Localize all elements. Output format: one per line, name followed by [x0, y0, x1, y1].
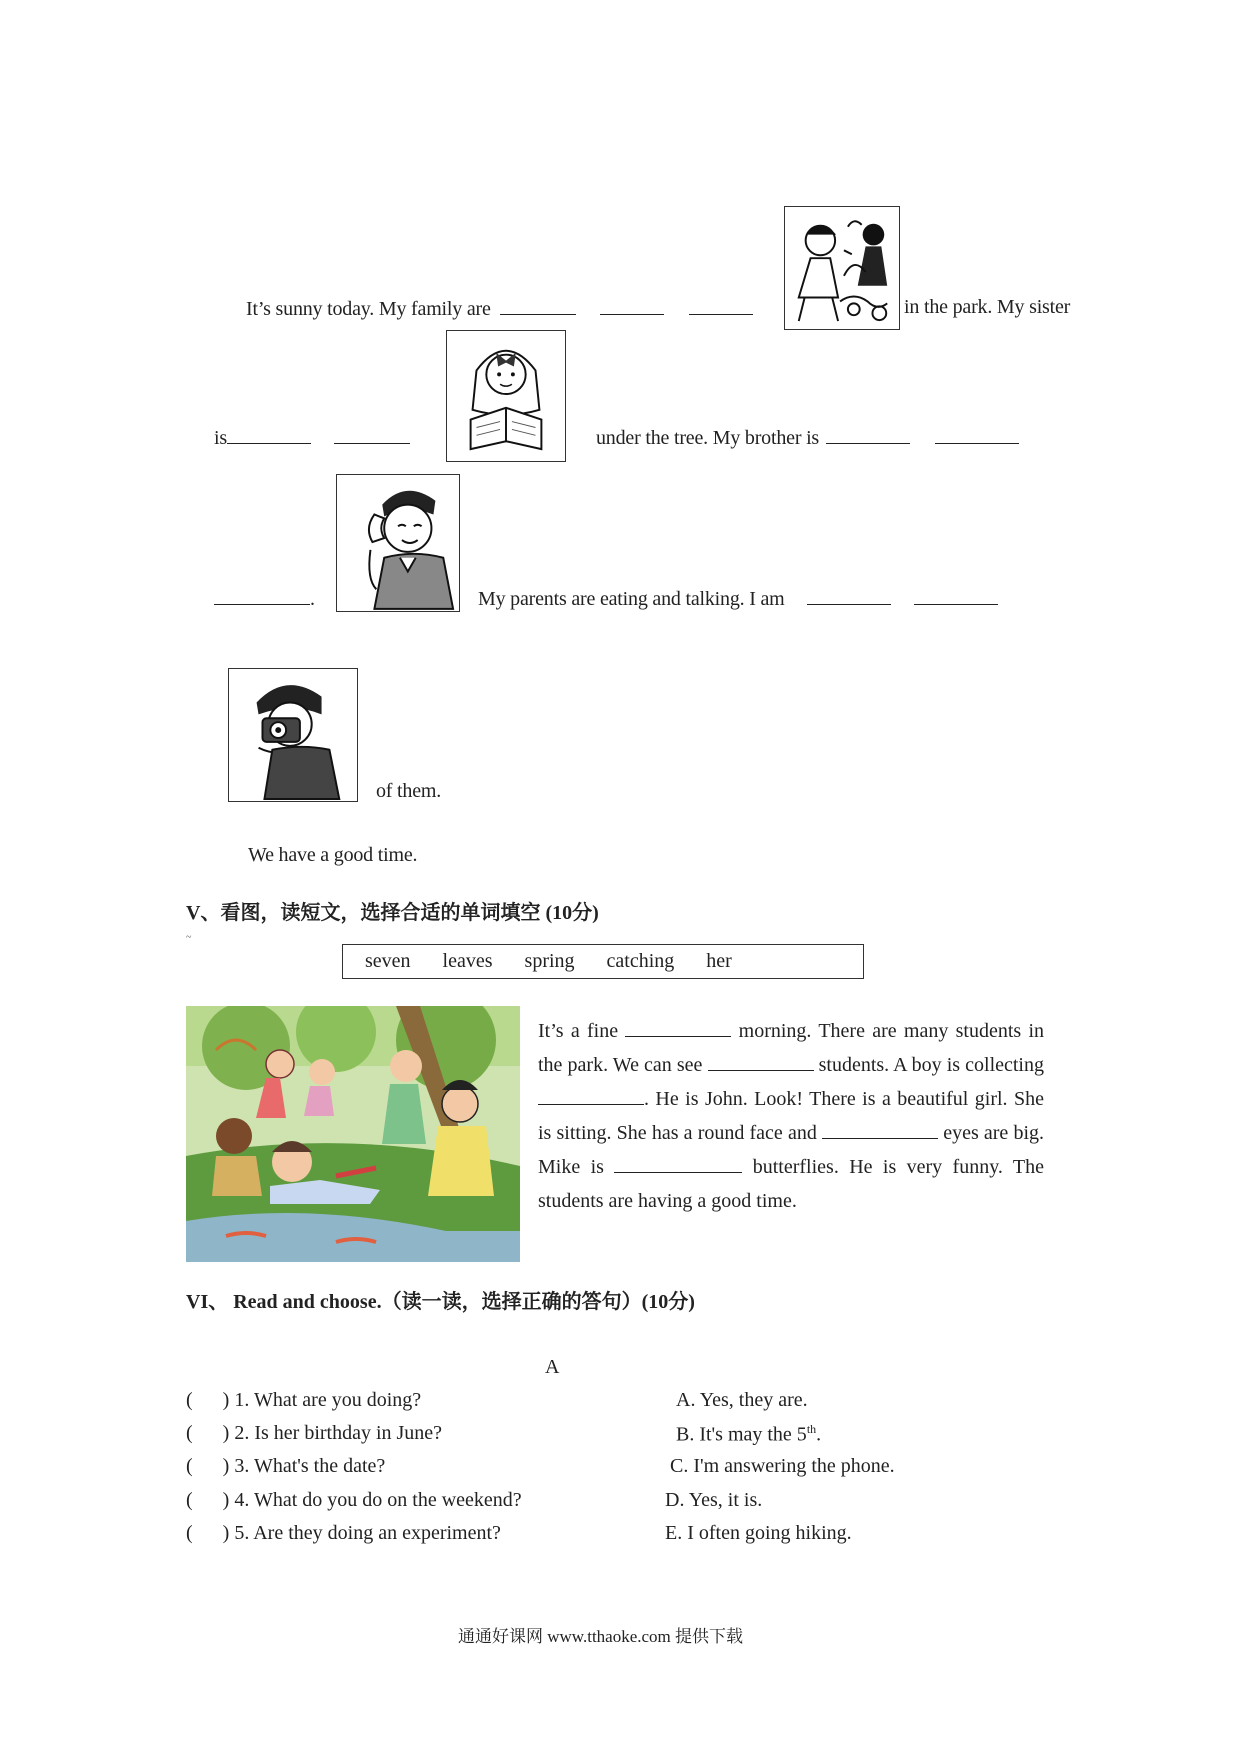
fill-line-1 [246, 296, 753, 321]
question-text: ) 2. Is her birthday in June? [222, 1422, 443, 1444]
passage-part: eyes are big. Mike is [538, 1122, 1045, 1178]
answer-blank[interactable] [914, 586, 998, 605]
answer-blank[interactable] [822, 1122, 938, 1139]
line5-text: We have a good time. [248, 844, 418, 866]
question-row [186, 1522, 501, 1545]
picnic-family-picture [784, 206, 900, 330]
section-6-heading: VI、 Read and choose.（读一读，选择正确的答句）(10分) [186, 1291, 695, 1313]
answer-blank[interactable] [600, 296, 664, 315]
question-row [186, 1422, 442, 1445]
answer-blank[interactable] [625, 1020, 731, 1037]
question-row [186, 1489, 522, 1512]
answer-blank[interactable] [614, 1156, 742, 1173]
question-text: ) 5. Are they doing an experiment? [222, 1522, 501, 1544]
answer-paren[interactable]: ( [186, 1522, 193, 1544]
word-option[interactable]: spring [524, 950, 575, 972]
passage-part: morning. There are many students in the park. We can see [538, 1020, 1045, 1076]
answer-blank[interactable] [227, 425, 311, 444]
fill-line-3 [214, 586, 315, 611]
question-text: ) 4. What do you do on the weekend? [222, 1489, 522, 1511]
boy-taking-photo-picture [228, 668, 358, 802]
section-5-heading: V、看图，读短文，选择合适的单词填空 (10分) [186, 902, 599, 924]
line3-text: My parents are eating and talking. I am [478, 588, 785, 610]
answer-paren[interactable]: ( [186, 1489, 193, 1511]
word-option[interactable]: her [706, 950, 732, 972]
question-text: ) 1. What are you doing? [222, 1389, 422, 1411]
word-option[interactable]: catching [606, 950, 675, 972]
line2-mid: under the tree. My brother is [596, 427, 820, 449]
line1-end: in the park. My sister [904, 296, 1071, 318]
answer-blank[interactable] [689, 296, 753, 315]
answer-paren[interactable]: ( [186, 1455, 193, 1477]
passage-part: students. A boy is collecting [818, 1054, 1044, 1076]
line3-dot: . [310, 588, 315, 610]
fill-line-2 [214, 425, 410, 450]
question-row [186, 1389, 421, 1412]
answer-option: E. I often going hiking. [665, 1522, 852, 1544]
answer-blank[interactable] [826, 425, 910, 444]
passage-part: It’s a fine [538, 1020, 619, 1042]
park-scene-picture [186, 1006, 520, 1262]
reading-passage [538, 1014, 1044, 1218]
boy-on-phone-picture [336, 474, 460, 612]
passage-part: . He is John. Look! There is a beautiful girl. She is sitting. She has a round face and [538, 1088, 1044, 1144]
answer-blank[interactable] [334, 425, 410, 444]
answer-option: C. I'm answering the phone. [670, 1455, 895, 1477]
line2-start: is [214, 427, 227, 449]
question-text: ) 3. What's the date? [222, 1455, 386, 1477]
answer-option-b [676, 1422, 821, 1447]
word-option[interactable]: seven [365, 950, 411, 972]
answer-blank[interactable] [708, 1054, 814, 1071]
fill-line-3-text [478, 586, 998, 611]
answer-blank[interactable] [214, 586, 310, 605]
girl-reading-picture [446, 330, 566, 462]
word-bank [342, 944, 864, 979]
answer-paren[interactable]: ( [186, 1422, 193, 1444]
line4-text: of them. [376, 780, 442, 802]
question-row [186, 1455, 385, 1478]
superscript: th [806, 1422, 817, 1436]
answer-paren[interactable]: ( [186, 1389, 193, 1411]
fill-line-2-mid [596, 425, 1019, 450]
answer-blank[interactable] [935, 425, 1019, 444]
passage-part: butterflies. He is very funny. The students are having a good time. [538, 1156, 1045, 1212]
word-option[interactable]: leaves [442, 950, 493, 972]
answer-text: B. It's may the 5 [676, 1423, 807, 1446]
answer-blank[interactable] [500, 296, 576, 315]
answer-blank[interactable] [807, 586, 891, 605]
answer-option: D. Yes, it is. [665, 1489, 763, 1511]
line1-text: It’s sunny today. My family are [246, 298, 491, 320]
answer-option: A. Yes, they are. [676, 1389, 808, 1411]
page-footer: 通通好课网 www.tthaoke.com 提供下载 [458, 1627, 744, 1646]
answer-blank[interactable] [538, 1088, 644, 1105]
column-a-label: A [545, 1356, 560, 1378]
stray-mark: ~ [186, 932, 192, 943]
answer-text-end: . [816, 1423, 822, 1446]
